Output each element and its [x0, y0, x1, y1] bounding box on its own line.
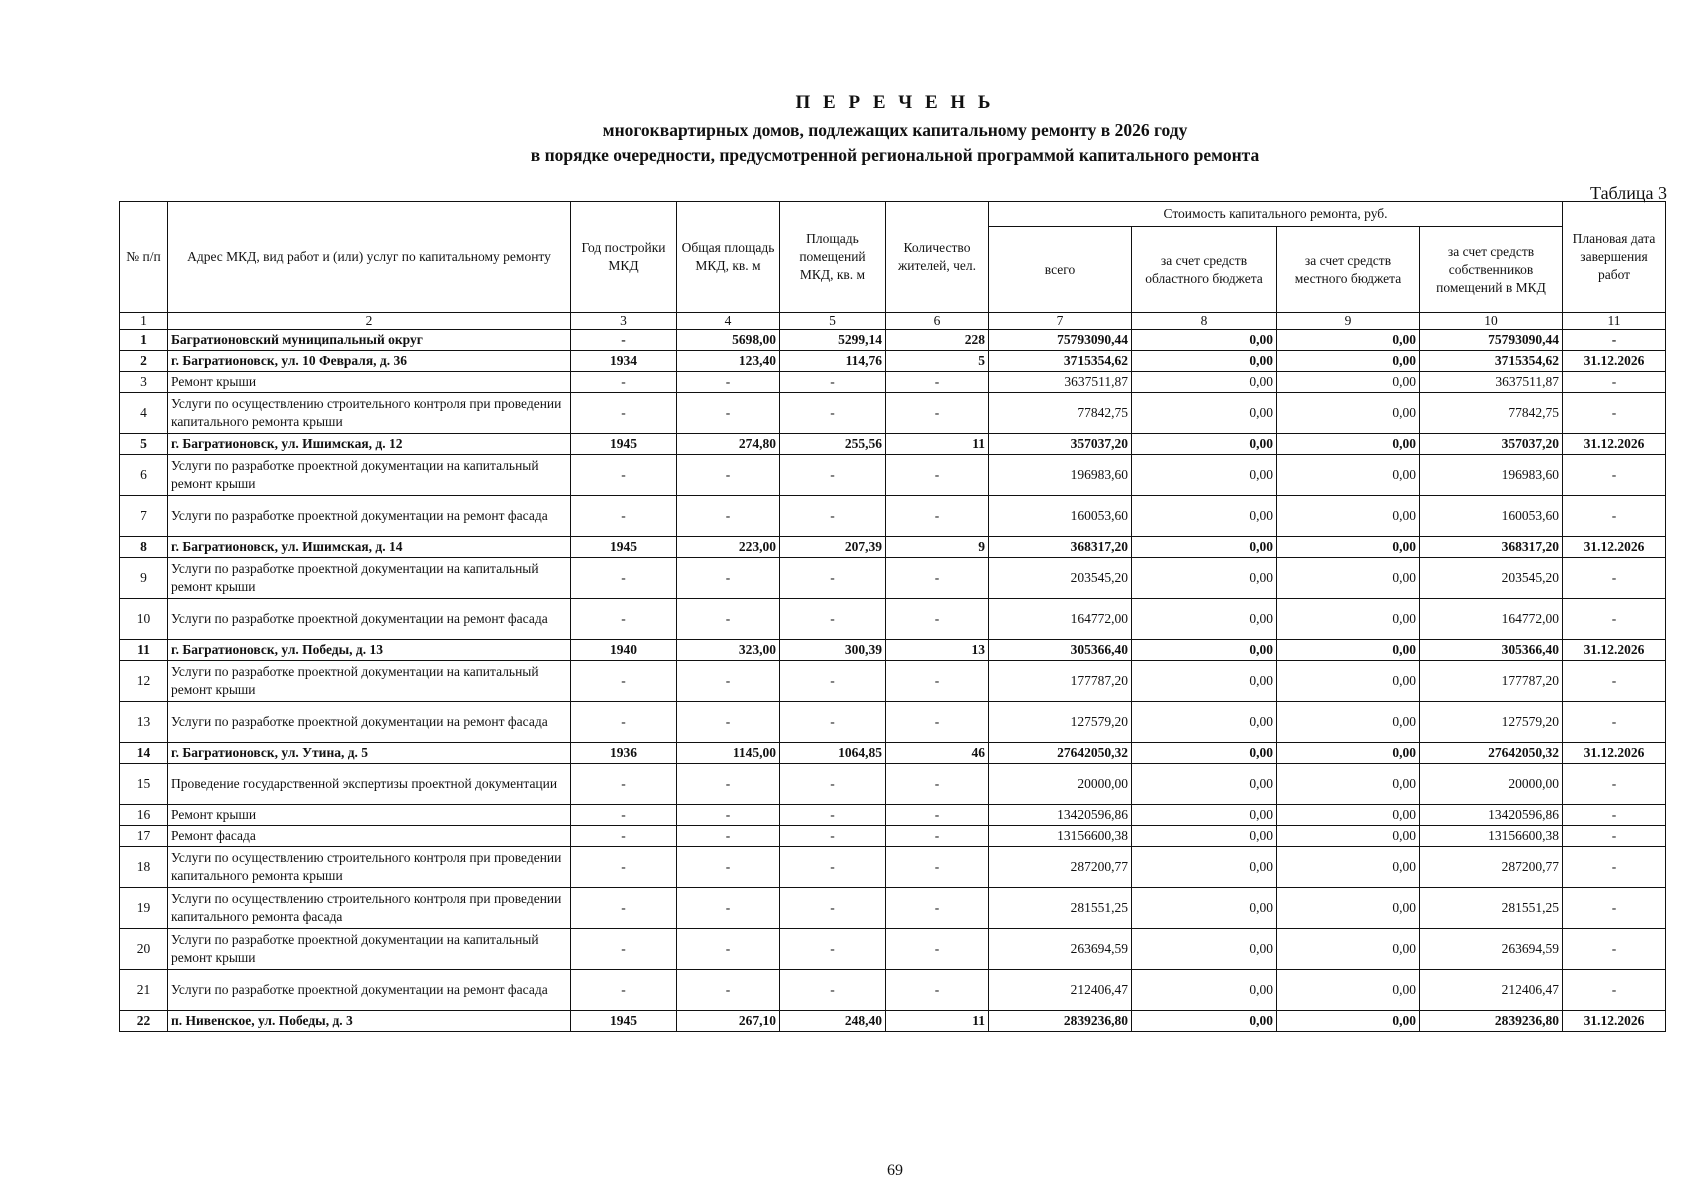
row-cost-total: 263694,59	[989, 929, 1132, 970]
table-row	[120, 888, 1666, 929]
row-total-area: -	[677, 599, 780, 640]
row-cost-total: 196983,60	[989, 455, 1132, 496]
row-name: Ремонт фасада	[168, 826, 571, 847]
row-cost-local: 0,00	[1277, 1011, 1420, 1032]
table-row	[120, 847, 1666, 888]
row-cost-owners: 177787,20	[1420, 661, 1563, 702]
row-year: -	[571, 496, 677, 537]
header-completion-date: Плановая дата завершения работ	[1563, 202, 1666, 313]
row-name: Услуги по разработке проектной документации на капитальный ремонт крыши	[168, 558, 571, 599]
row-number: 1	[120, 330, 168, 351]
row-cost-regional: 0,00	[1132, 496, 1277, 537]
row-cost-owners: 3715354,62	[1420, 351, 1563, 372]
row-completion-date: -	[1563, 888, 1666, 929]
row-cost-owners: 281551,25	[1420, 888, 1563, 929]
row-residents: -	[886, 702, 989, 743]
row-name: Услуги по разработке проектной документации на ремонт фасада	[168, 970, 571, 1011]
row-residents: 13	[886, 640, 989, 661]
table-row	[120, 929, 1666, 970]
row-name: г. Багратионовск, ул. Победы, д. 13	[168, 640, 571, 661]
row-total-area: -	[677, 496, 780, 537]
table-row	[120, 455, 1666, 496]
row-cost-owners: 2839236,80	[1420, 1011, 1563, 1032]
row-name: Услуги по разработке проектной документации на капитальный ремонт крыши	[168, 661, 571, 702]
row-premises-area: -	[780, 847, 886, 888]
row-number: 9	[120, 558, 168, 599]
row-completion-date: -	[1563, 702, 1666, 743]
row-cost-total: 164772,00	[989, 599, 1132, 640]
row-number: 19	[120, 888, 168, 929]
row-completion-date: 31.12.2026	[1563, 537, 1666, 558]
row-number: 2	[120, 351, 168, 372]
row-number: 22	[120, 1011, 168, 1032]
row-cost-regional: 0,00	[1132, 537, 1277, 558]
row-residents: 46	[886, 743, 989, 764]
row-premises-area: 114,76	[780, 351, 886, 372]
row-year: -	[571, 826, 677, 847]
row-name: п. Нивенское, ул. Победы, д. 3	[168, 1011, 571, 1032]
row-completion-date: 31.12.2026	[1563, 434, 1666, 455]
column-number: 5	[780, 313, 886, 330]
row-cost-owners: 27642050,32	[1420, 743, 1563, 764]
row-name: Багратионовский муниципальный округ	[168, 330, 571, 351]
row-cost-owners: 357037,20	[1420, 434, 1563, 455]
table-row	[120, 558, 1666, 599]
row-cost-regional: 0,00	[1132, 764, 1277, 805]
row-name: Ремонт крыши	[168, 372, 571, 393]
row-cost-local: 0,00	[1277, 743, 1420, 764]
row-cost-regional: 0,00	[1132, 702, 1277, 743]
column-number: 9	[1277, 313, 1420, 330]
row-number: 3	[120, 372, 168, 393]
row-completion-date: 31.12.2026	[1563, 640, 1666, 661]
row-premises-area: 300,39	[780, 640, 886, 661]
table-row	[120, 599, 1666, 640]
row-completion-date: -	[1563, 330, 1666, 351]
row-total-area: 1145,00	[677, 743, 780, 764]
table-row	[120, 537, 1666, 558]
row-cost-owners: 3637511,87	[1420, 372, 1563, 393]
row-residents: -	[886, 455, 989, 496]
row-year: -	[571, 888, 677, 929]
row-name: Услуги по осуществлению строительного контроля при проведении капитального ремонта фасада	[168, 888, 571, 929]
row-total-area: -	[677, 805, 780, 826]
row-completion-date: -	[1563, 805, 1666, 826]
row-name: г. Багратионовск, ул. Утина, д. 5	[168, 743, 571, 764]
row-cost-owners: 127579,20	[1420, 702, 1563, 743]
row-premises-area: -	[780, 455, 886, 496]
table-row	[120, 970, 1666, 1011]
column-number: 7	[989, 313, 1132, 330]
row-completion-date: -	[1563, 599, 1666, 640]
row-cost-total: 357037,20	[989, 434, 1132, 455]
row-premises-area: -	[780, 888, 886, 929]
row-completion-date: 31.12.2026	[1563, 743, 1666, 764]
row-year: 1945	[571, 1011, 677, 1032]
row-residents: -	[886, 970, 989, 1011]
row-year: -	[571, 970, 677, 1011]
row-residents: -	[886, 805, 989, 826]
document-subtitle-line-1: многоквартирных домов, подлежащих капитальному ремонту в 2026 году	[602, 120, 1188, 140]
row-cost-owners: 20000,00	[1420, 764, 1563, 805]
row-residents: -	[886, 372, 989, 393]
row-residents: -	[886, 888, 989, 929]
row-cost-regional: 0,00	[1132, 599, 1277, 640]
row-cost-regional: 0,00	[1132, 558, 1277, 599]
row-cost-local: 0,00	[1277, 372, 1420, 393]
row-cost-total: 368317,20	[989, 537, 1132, 558]
row-number: 13	[120, 702, 168, 743]
row-name: г. Багратионовск, ул. 10 Февраля, д. 36	[168, 351, 571, 372]
row-residents: 9	[886, 537, 989, 558]
table-row	[120, 826, 1666, 847]
row-cost-regional: 0,00	[1132, 888, 1277, 929]
row-residents: 228	[886, 330, 989, 351]
repair-list-table	[119, 201, 1666, 1032]
row-cost-regional: 0,00	[1132, 970, 1277, 1011]
column-number: 1	[120, 313, 168, 330]
row-premises-area: -	[780, 702, 886, 743]
row-premises-area: -	[780, 970, 886, 1011]
row-number: 6	[120, 455, 168, 496]
row-total-area: 5698,00	[677, 330, 780, 351]
row-residents: -	[886, 496, 989, 537]
row-total-area: -	[677, 372, 780, 393]
row-cost-owners: 13156600,38	[1420, 826, 1563, 847]
row-residents: -	[886, 929, 989, 970]
row-premises-area: -	[780, 599, 886, 640]
row-year: 1940	[571, 640, 677, 661]
row-completion-date: -	[1563, 826, 1666, 847]
column-number: 11	[1563, 313, 1666, 330]
row-cost-owners: 287200,77	[1420, 847, 1563, 888]
column-number: 4	[677, 313, 780, 330]
row-completion-date: -	[1563, 661, 1666, 702]
row-total-area: -	[677, 702, 780, 743]
row-completion-date: -	[1563, 455, 1666, 496]
row-cost-regional: 0,00	[1132, 393, 1277, 434]
row-total-area: -	[677, 888, 780, 929]
table-label: Таблица 3	[1590, 183, 1667, 203]
row-total-area: -	[677, 661, 780, 702]
row-cost-local: 0,00	[1277, 496, 1420, 537]
row-cost-owners: 305366,40	[1420, 640, 1563, 661]
row-total-area: -	[677, 455, 780, 496]
row-cost-regional: 0,00	[1132, 351, 1277, 372]
row-cost-total: 13156600,38	[989, 826, 1132, 847]
row-name: Ремонт крыши	[168, 805, 571, 826]
table-row	[120, 702, 1666, 743]
row-completion-date: -	[1563, 764, 1666, 805]
row-cost-owners: 13420596,86	[1420, 805, 1563, 826]
column-number: 8	[1132, 313, 1277, 330]
row-number: 15	[120, 764, 168, 805]
row-number: 16	[120, 805, 168, 826]
row-year: -	[571, 455, 677, 496]
header-total-area: Общая площадь МКД, кв. м	[677, 202, 780, 313]
row-residents: 11	[886, 1011, 989, 1032]
row-cost-total: 77842,75	[989, 393, 1132, 434]
row-number: 7	[120, 496, 168, 537]
row-number: 12	[120, 661, 168, 702]
column-number: 6	[886, 313, 989, 330]
table-row	[120, 764, 1666, 805]
row-cost-total: 160053,60	[989, 496, 1132, 537]
row-total-area: -	[677, 558, 780, 599]
row-cost-regional: 0,00	[1132, 455, 1277, 496]
row-completion-date: -	[1563, 372, 1666, 393]
row-name: г. Багратионовск, ул. Ишимская, д. 14	[168, 537, 571, 558]
row-cost-regional: 0,00	[1132, 372, 1277, 393]
row-total-area: 267,10	[677, 1011, 780, 1032]
table-row	[120, 805, 1666, 826]
table-row	[120, 661, 1666, 702]
row-number: 8	[120, 537, 168, 558]
row-number: 5	[120, 434, 168, 455]
table-row	[120, 393, 1666, 434]
row-premises-area: -	[780, 661, 886, 702]
row-total-area: -	[677, 847, 780, 888]
row-cost-regional: 0,00	[1132, 826, 1277, 847]
row-residents: -	[886, 826, 989, 847]
row-year: 1934	[571, 351, 677, 372]
table-row	[120, 743, 1666, 764]
row-year: 1936	[571, 743, 677, 764]
row-number: 4	[120, 393, 168, 434]
row-cost-local: 0,00	[1277, 393, 1420, 434]
table-row	[120, 640, 1666, 661]
row-number: 11	[120, 640, 168, 661]
row-cost-local: 0,00	[1277, 661, 1420, 702]
row-cost-regional: 0,00	[1132, 330, 1277, 351]
row-premises-area: -	[780, 372, 886, 393]
table-row	[120, 330, 1666, 351]
column-number: 10	[1420, 313, 1563, 330]
row-completion-date: -	[1563, 929, 1666, 970]
column-number: 3	[571, 313, 677, 330]
row-cost-total: 27642050,32	[989, 743, 1132, 764]
column-number: 2	[168, 313, 571, 330]
row-cost-total: 212406,47	[989, 970, 1132, 1011]
row-completion-date: -	[1563, 970, 1666, 1011]
row-premises-area: 248,40	[780, 1011, 886, 1032]
row-residents: -	[886, 558, 989, 599]
header-num: № п/п	[120, 202, 168, 313]
row-year: -	[571, 372, 677, 393]
row-name: Услуги по осуществлению строительного контроля при проведении капитального ремонта крыши	[168, 393, 571, 434]
row-residents: 5	[886, 351, 989, 372]
row-cost-local: 0,00	[1277, 764, 1420, 805]
row-residents: -	[886, 847, 989, 888]
row-total-area: -	[677, 393, 780, 434]
row-total-area: -	[677, 764, 780, 805]
row-cost-owners: 75793090,44	[1420, 330, 1563, 351]
row-completion-date: -	[1563, 558, 1666, 599]
row-name: Услуги по разработке проектной документации на ремонт фасада	[168, 702, 571, 743]
row-premises-area: 207,39	[780, 537, 886, 558]
row-cost-total: 3637511,87	[989, 372, 1132, 393]
row-premises-area: -	[780, 826, 886, 847]
row-number: 17	[120, 826, 168, 847]
table-row	[120, 496, 1666, 537]
table-row	[120, 434, 1666, 455]
row-year: -	[571, 847, 677, 888]
row-cost-local: 0,00	[1277, 599, 1420, 640]
row-year: 1945	[571, 537, 677, 558]
row-premises-area: 255,56	[780, 434, 886, 455]
row-cost-local: 0,00	[1277, 640, 1420, 661]
row-number: 20	[120, 929, 168, 970]
row-year: -	[571, 764, 677, 805]
row-cost-total: 127579,20	[989, 702, 1132, 743]
row-cost-local: 0,00	[1277, 702, 1420, 743]
row-cost-local: 0,00	[1277, 888, 1420, 929]
row-cost-total: 305366,40	[989, 640, 1132, 661]
row-cost-regional: 0,00	[1132, 847, 1277, 888]
row-cost-local: 0,00	[1277, 805, 1420, 826]
row-name: Услуги по разработке проектной документации на ремонт фасада	[168, 599, 571, 640]
row-year: -	[571, 393, 677, 434]
row-completion-date: -	[1563, 847, 1666, 888]
table-row	[120, 372, 1666, 393]
row-residents: -	[886, 661, 989, 702]
table-row	[120, 1011, 1666, 1032]
row-name: Услуги по разработке проектной документации на капитальный ремонт крыши	[168, 929, 571, 970]
header-residents: Количество жителей, чел.	[886, 202, 989, 313]
header-cost-owners: за счет средств собственников помещений в МКД	[1420, 227, 1563, 313]
row-cost-owners: 263694,59	[1420, 929, 1563, 970]
row-cost-owners: 77842,75	[1420, 393, 1563, 434]
row-name: г. Багратионовск, ул. Ишимская, д. 12	[168, 434, 571, 455]
row-year: -	[571, 330, 677, 351]
table-row	[120, 351, 1666, 372]
row-cost-local: 0,00	[1277, 929, 1420, 970]
header-cost-local: за счет средств местного бюджета	[1277, 227, 1420, 313]
row-cost-regional: 0,00	[1132, 434, 1277, 455]
row-cost-local: 0,00	[1277, 330, 1420, 351]
row-total-area: 223,00	[677, 537, 780, 558]
row-premises-area: 1064,85	[780, 743, 886, 764]
document-subtitle-line-2: в порядке очередности, предусмотренной региональной программой капитального ремонта	[530, 145, 1260, 165]
row-cost-owners: 212406,47	[1420, 970, 1563, 1011]
row-total-area: -	[677, 929, 780, 970]
row-cost-total: 20000,00	[989, 764, 1132, 805]
row-residents: -	[886, 599, 989, 640]
row-cost-regional: 0,00	[1132, 743, 1277, 764]
row-cost-total: 203545,20	[989, 558, 1132, 599]
header-address: Адрес МКД, вид работ и (или) услуг по капитальному ремонту	[168, 202, 571, 313]
row-cost-local: 0,00	[1277, 537, 1420, 558]
row-cost-owners: 203545,20	[1420, 558, 1563, 599]
row-cost-owners: 164772,00	[1420, 599, 1563, 640]
row-completion-date: 31.12.2026	[1563, 1011, 1666, 1032]
row-cost-regional: 0,00	[1132, 929, 1277, 970]
row-total-area: -	[677, 826, 780, 847]
row-number: 21	[120, 970, 168, 1011]
row-year: -	[571, 929, 677, 970]
row-cost-total: 13420596,86	[989, 805, 1132, 826]
row-residents: 11	[886, 434, 989, 455]
row-premises-area: -	[780, 929, 886, 970]
row-premises-area: -	[780, 496, 886, 537]
row-name: Услуги по разработке проектной документации на ремонт фасада	[168, 496, 571, 537]
row-name: Услуги по осуществлению строительного контроля при проведении капитального ремонта крыши	[168, 847, 571, 888]
row-year: -	[571, 661, 677, 702]
row-number: 10	[120, 599, 168, 640]
header-cost-regional: за счет средств областного бюджета	[1132, 227, 1277, 313]
row-cost-local: 0,00	[1277, 434, 1420, 455]
row-cost-owners: 160053,60	[1420, 496, 1563, 537]
row-cost-local: 0,00	[1277, 455, 1420, 496]
row-completion-date: 31.12.2026	[1563, 351, 1666, 372]
row-cost-local: 0,00	[1277, 847, 1420, 888]
row-cost-regional: 0,00	[1132, 661, 1277, 702]
document-title: П Е Р Е Ч Е Н Ь	[795, 92, 995, 113]
row-number: 14	[120, 743, 168, 764]
row-cost-regional: 0,00	[1132, 1011, 1277, 1032]
row-year: -	[571, 599, 677, 640]
row-cost-owners: 368317,20	[1420, 537, 1563, 558]
row-premises-area: -	[780, 764, 886, 805]
row-cost-local: 0,00	[1277, 826, 1420, 847]
header-cost-total: всего	[989, 227, 1132, 313]
row-year: -	[571, 805, 677, 826]
row-cost-regional: 0,00	[1132, 805, 1277, 826]
row-premises-area: 5299,14	[780, 330, 886, 351]
row-total-area: 123,40	[677, 351, 780, 372]
row-completion-date: -	[1563, 496, 1666, 537]
row-cost-total: 75793090,44	[989, 330, 1132, 351]
row-total-area: 323,00	[677, 640, 780, 661]
row-premises-area: -	[780, 805, 886, 826]
row-cost-local: 0,00	[1277, 970, 1420, 1011]
row-cost-total: 3715354,62	[989, 351, 1132, 372]
row-total-area: -	[677, 970, 780, 1011]
row-number: 18	[120, 847, 168, 888]
row-year: -	[571, 558, 677, 599]
row-residents: -	[886, 764, 989, 805]
row-cost-local: 0,00	[1277, 351, 1420, 372]
row-name: Услуги по разработке проектной документации на капитальный ремонт крыши	[168, 455, 571, 496]
row-completion-date: -	[1563, 393, 1666, 434]
row-year: 1945	[571, 434, 677, 455]
header-year: Год постройки МКД	[571, 202, 677, 313]
row-residents: -	[886, 393, 989, 434]
row-year: -	[571, 702, 677, 743]
page-number: 69	[887, 1162, 903, 1179]
row-name: Проведение государственной экспертизы проектной документации	[168, 764, 571, 805]
row-cost-total: 2839236,80	[989, 1011, 1132, 1032]
row-total-area: 274,80	[677, 434, 780, 455]
row-cost-owners: 196983,60	[1420, 455, 1563, 496]
header-premises-area: Площадь помещений МКД, кв. м	[780, 202, 886, 313]
row-cost-local: 0,00	[1277, 558, 1420, 599]
row-cost-regional: 0,00	[1132, 640, 1277, 661]
row-cost-total: 281551,25	[989, 888, 1132, 929]
column-number-row	[120, 313, 1666, 330]
row-cost-total: 177787,20	[989, 661, 1132, 702]
row-premises-area: -	[780, 558, 886, 599]
row-cost-total: 287200,77	[989, 847, 1132, 888]
row-premises-area: -	[780, 393, 886, 434]
header-cost-group: Стоимость капитального ремонта, руб.	[989, 202, 1563, 227]
